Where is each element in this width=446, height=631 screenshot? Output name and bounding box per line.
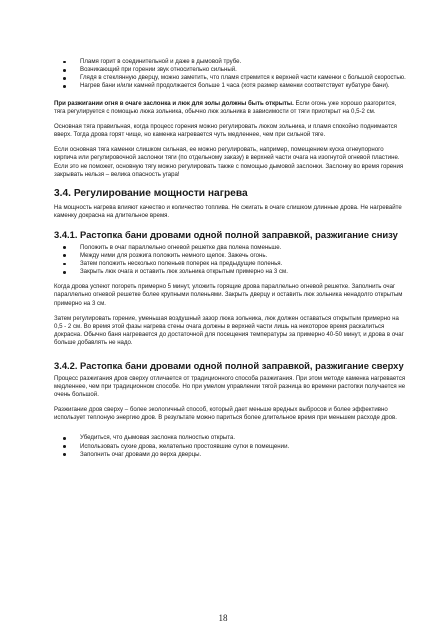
section-3-4-1-paragraph-b: Затем регулировать горение, уменьшая воздушный зазор люка зольника, люк должен оставаться открытым примерно на 0,5 - 2 см. Во время этой фазы нагрева стены очага должны в верхней части лишь на некоторое время раскалиться докрасна. Обычно баня нагревается до достаточной для посещения температуры за примерно 40-50 минут, и дрова в очаг больше добавлять не надо. xyxy=(54,314,404,347)
section-3-4-1-paragraph-a: Когда дрова успеют погореть примерно 5 минут, уложить горящие дрова параллельно огневой решетке. Заполнить очаг параллельно огневой решетке более крупными поленьями. Закрыть дверцу и оставить люк зольника ненадолго открытым примерно на 3 см. xyxy=(54,283,403,307)
warning-text: Если огонь уже хорошо разгорится, тяга регулируется с помощью люка зольника, обычно люк зольника в зависимости от тяги приоткрыт на 0,5-2 см. xyxy=(54,99,397,115)
top-ignition-steps-list xyxy=(54,434,406,458)
strong-draft-paragraph: Если основная тяга каменки слишком сильная, ее можно регулировать, например, помещением куска огнеупорного кирпича или регулировочной заслонки тяги (по отдельному заказу) в верхней части очага на изогнутой огневой пластине. Если это не поможет, основную тягу можно регулировать также с помощью дымовой заслонки. Заслонку во время горения закрывать нельзя – велика опасность угара! xyxy=(54,146,404,178)
list-item: Использовать сухие дрова, желательно простоявшие сутки в помещении. xyxy=(54,443,406,451)
list-item: Между ними для розжига положить немного щепок. Зажечь огонь. xyxy=(54,252,406,260)
flame-symptoms-list xyxy=(54,58,406,91)
section-3-4-paragraph: На мощность нагрева влияют качество и количество топлива. Не сжигать в очаге слишком длинные дрова. Не нагревайте каменку докрасна на длительное время. xyxy=(54,204,402,220)
bottom-ignition-steps-list xyxy=(54,244,406,277)
list-item: Пламя горит в соединительной и даже в дымовой трубе. xyxy=(54,58,406,66)
list-item: Убедиться, что дымовая заслонка полностью открыта. xyxy=(54,434,406,442)
section-3-4-2-paragraph-a: Процесс разжигания дров сверху отличается от традиционного способа разжигания. При этом методе каменка нагревается медленнее, чем при традиционном способе. Но при умелом управлении тягой разница во времени растопки получается не очень большой. xyxy=(54,374,406,399)
section-3-4-2-paragraph-b: Разжигание дров сверху – более экологичный способ, который дает меньше вредных выбросов и более эффективно использует теплоную энергию дров. В результате можно париться более длительное время при меньшем расходе дров. xyxy=(54,406,397,422)
normal-draft-paragraph: Основная тяга правильная, когда процесс горения можно регулировать люком зольника, и пламя спокойно поднимается вверх. Тогда дрова горят чище, но каменка нагревается чуть медленнее, чем при сильной тяге. xyxy=(54,122,397,139)
warning-paragraph xyxy=(54,100,406,116)
list-item: Глядя в стеклянную дверцу, можно заметить, что пламя стремится к верхней части каменки с большой скоростью. xyxy=(54,74,406,82)
list-item: Заполнить очаг дровами до верха дверцы. xyxy=(54,451,406,459)
list-item: Возникающий при горении звук относительно сильный. xyxy=(54,66,406,74)
list-item: Положить в очаг параллельно огневой решетке два полена поменьше. xyxy=(54,244,406,252)
warning-bold-text: При разжигании огня в очаге заслонка и люк для золы должны быть открыты. xyxy=(54,99,294,107)
section-heading-3-4-1: 3.4.1. Растопка бани дровами одной полной заправкой, разжигание снизу xyxy=(54,229,398,241)
list-item: Затем положить несколько поленьев поперек на предыдущие поленья. xyxy=(54,260,406,268)
section-heading-3-4-2: 3.4.2. Растопка бани дровами одной полной заправкой, разжигание сверху xyxy=(54,360,404,372)
list-item: Закрыть люк очага и оставить люк зольника открытым примерно на 3 см. xyxy=(54,268,406,276)
page-number: 18 xyxy=(218,613,228,623)
list-item: Нагрев бани и/или камней продолжается больше 1 часа (хотя размер каменки соответствует кубатуре бани). xyxy=(54,82,406,90)
section-heading-3-4: 3.4. Регулирование мощности нагрева xyxy=(54,187,248,199)
